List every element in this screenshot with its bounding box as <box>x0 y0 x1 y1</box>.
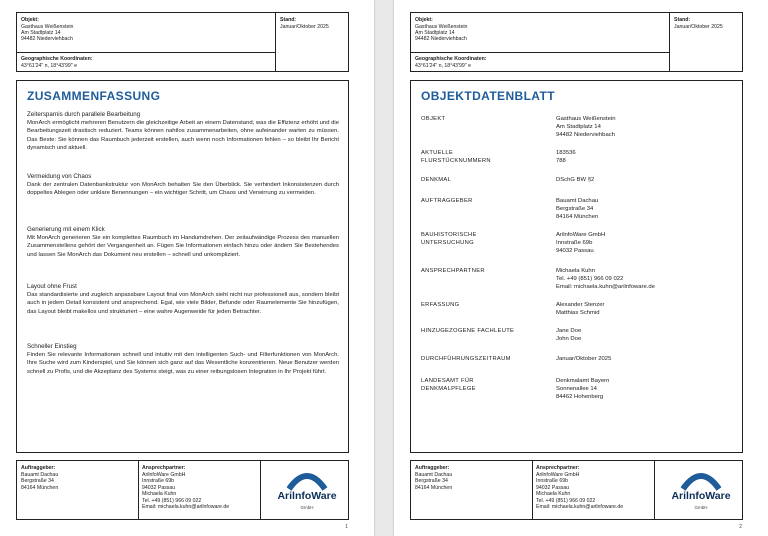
datasheet-row-label: BAUHISTORISCHE UNTERSUCHUNG <box>421 232 477 246</box>
header-box <box>16 12 349 72</box>
summary-heading: ZUSAMMENFASSUNG <box>27 89 161 103</box>
stand-label: Stand: <box>674 17 691 23</box>
datasheet-row-value: Gasthaus Weißenstein Am Stadtplatz 14 94482 Niederviehbach <box>556 116 616 139</box>
summary-section-title: Zeitersparnis durch parallele Bearbeitung <box>27 111 141 118</box>
datasheet-row-value: Januar/Oktober 2025 <box>556 356 612 362</box>
datasheet-row-label: ERFASSUNG <box>421 302 460 308</box>
datasheet-row-label: AKTUELLE FLURSTÜCKNUMMERN <box>421 150 491 164</box>
geo-label: Geographische Koordinaten: <box>21 56 93 62</box>
footer-box <box>16 460 349 520</box>
datasheet-box <box>410 80 743 453</box>
summary-section-title: Vermeidung von Chaos <box>27 173 92 180</box>
datasheet-row-label: HINZUGEZOGENE FACHLEUTE <box>421 328 515 334</box>
summary-section-body: Mit MonArch generieren Sie ein komplettes Raumbuch im Handumdrehen. Der zeitaufwändige Prozess des manuellen Zusammenstellens gehört der Vergangenheit an. Fügen Sie Informationen einfach hinzu oder ändern Sie Bestehendes und lassen Sie MonArch das Dokument neu erstellen – schnell und unkompliziert. <box>27 235 339 258</box>
company-logo <box>267 467 347 515</box>
page-1 <box>0 0 374 536</box>
logo-arch-icon <box>661 467 741 491</box>
page-number: 1 <box>345 524 348 530</box>
logo-arch-icon <box>267 467 347 491</box>
summary-section-title: Generierung mit einem Klick <box>27 226 105 233</box>
geo-value: 43°61'24" n, 18°43'99" e <box>415 63 471 69</box>
datasheet-row-label: ANSPRECHPARTNER <box>421 268 485 274</box>
datasheet-row-label: AUFTRAGGEBER <box>421 198 473 204</box>
ansprech-text: ArilnfoWare GmbH Innstraße 69b 94032 Passau Michaela Kuhn Tel. +49 (851) 966 09 022 Email: michaela.kuhn@arilnfoware.de <box>536 472 624 511</box>
objekt-line-2: Am Stadtplatz 14 <box>21 30 61 36</box>
objekt-line-2: Am Stadtplatz 14 <box>415 30 455 36</box>
objekt-line-3: 94482 Niederviehbach <box>21 36 73 42</box>
datasheet-row-value: Bauamt Dachau Bergstraße 34 84164 München <box>556 198 599 221</box>
objekt-line-1: Gasthaus Weißenstein <box>21 24 74 30</box>
company-logo <box>661 467 741 515</box>
datasheet-row-value: Jane Doe John Doe <box>556 328 582 343</box>
datasheet-row-label: DENKMAL <box>421 177 452 183</box>
logo-name: ArilnfoWare <box>671 490 731 502</box>
datasheet-row-value: Michaela Kuhn Tel. +49 (851) 966 09 022 Email: michaela.kuhn@arilnfoware.de <box>556 268 655 291</box>
datasheet-row-label: OBJEKT <box>421 116 446 122</box>
ansprech-text: ArilnfoWare GmbH Innstraße 69b 94032 Passau Michaela Kuhn Tel. +49 (851) 966 09 022 Email: michaela.kuhn@arilnfoware.de <box>142 472 230 511</box>
page-number: 2 <box>739 524 742 530</box>
auftraggeber-label: Auftraggeber: <box>21 465 56 471</box>
summary-section-body: MonArch ermöglicht mehreren Benutzern die gleichzeitige Arbeit an einem Datenstand, was die Effizienz erhöht und die Bearbeitungszeit drastisch reduziert. Teams können nahtlos zusammenarbeiten, ohne aufeinander warten zu müssen. Das Beste: Sie können das Raumbuch jederzeit erstellen, auch wenn noch Informationen fehlen – so bleibt Ihr Bericht dynamisch und aktuell. <box>27 120 339 151</box>
datasheet-row-value: ArilnfoWare GmbH Innstraße 69b 94032 Passau <box>556 232 606 255</box>
datasheet-row-value: Denkmalamt Bayern Sonnenallee 14 84462 Hohenberg <box>556 378 610 401</box>
objekt-label: Objekt: <box>415 17 433 23</box>
datasheet-row-label: DURCHFÜHRUNGSZEITRAUM <box>421 356 511 362</box>
auftraggeber-text: Bauamt Dachau Bergstraße 34 84164 München <box>415 472 453 491</box>
datasheet-row-value: 183536 788 <box>556 150 576 165</box>
objekt-line-1: Gasthaus Weißenstein <box>415 24 468 30</box>
summary-section-title: Schneller Einstieg <box>27 343 77 350</box>
logo-sub: GmbH <box>694 505 708 510</box>
stand-value: Januar/Oktober 2025 <box>674 24 723 30</box>
summary-section-body: Dank der zentralen Datenbankstruktur von MonArch behalten Sie den Überblick. Sie verhindert Inkonsistenzen durch doppeltes Ablegen oder unklare Benennungen – ein wichtiger Schritt, um Chaos und Verwirrung zu vermeiden. <box>27 182 339 197</box>
datasheet-heading: OBJEKTDATENBLATT <box>421 89 555 103</box>
page-2 <box>394 0 768 536</box>
summary-section-title: Layout ohne Frust <box>27 283 77 290</box>
footer-box <box>410 460 743 520</box>
stand-label: Stand: <box>280 17 297 23</box>
stand-value: Januar/Oktober 2025 <box>280 24 329 30</box>
summary-box <box>16 80 349 453</box>
logo-sub: GmbH <box>300 505 314 510</box>
header-box <box>410 12 743 72</box>
ansprech-label: Ansprechpartner: <box>536 465 580 471</box>
logo-name: ArilnfoWare <box>277 490 337 502</box>
datasheet-row-label: LANDESAMT FÜR DENKMALPFLEGE <box>421 378 476 392</box>
auftraggeber-label: Auftraggeber: <box>415 465 450 471</box>
objekt-line-3: 94482 Niederviehbach <box>415 36 467 42</box>
auftraggeber-text: Bauamt Dachau Bergstraße 34 84164 München <box>21 472 59 491</box>
objekt-label: Objekt: <box>21 17 39 23</box>
geo-value: 43°61'24" n, 18°43'99" e <box>21 63 77 69</box>
ansprech-label: Ansprechpartner: <box>142 465 186 471</box>
summary-section-body: Das standardisierte und zugleich anpassbare Layout final von MonArch sieht nicht nur professionell aus, sondern bleibt auch in jedem Detail konsistent und ansprechend. Egal, wie viele Bilder, Befunde oder Raumelemente Sie hinzufügen, das Layout bleibt makellos und strukturiert – eine wahre Augenweide für jeden Betrachter. <box>27 292 339 315</box>
datasheet-row-value: Alexander Stenzer Matthias Schmid <box>556 302 605 317</box>
geo-label: Geographische Koordinaten: <box>415 56 487 62</box>
summary-section-body: Finden Sie relevante Informationen schnell und intuitiv mit den intelligenten Such- und Filterfunktionen von MonArch. Ihre Suche wird zum Kinderspiel, und Sie können sich ganz auf das Wesentliche konzentrieren. Neue Benutzer werden schnell zu Profis, und die Akzeptanz des Systems steigt, was zu einer reibungslosen Integration in Ihr Projekt führt. <box>27 352 339 375</box>
datasheet-row-value: DSchG BW §2 <box>556 177 595 183</box>
